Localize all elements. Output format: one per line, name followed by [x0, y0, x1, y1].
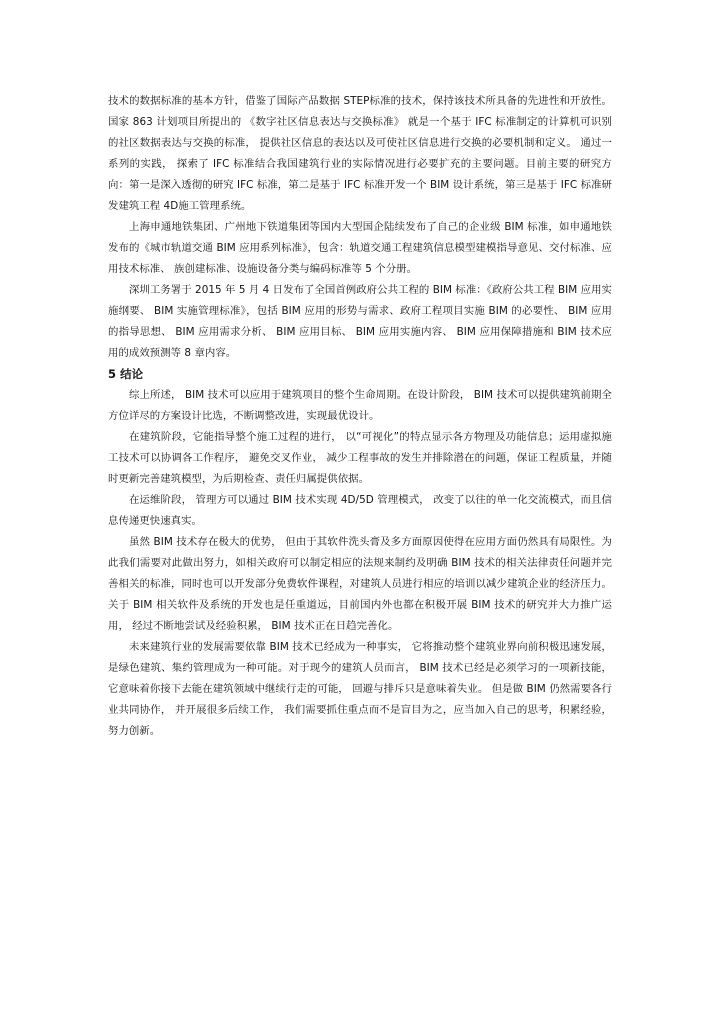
- paragraph-shenzhen-works: 深圳工务署于 2015 年 5 月 4 日发布了全国首例政府公共工程的 BIM 标准：《政府公共工程 BIM 应用实施纲要、 BIM 实施管理标准》，包括 BIM 应用的形势与需求、政府工程项目实施 BIM 的必要性、 BIM 应用的指导思想、 BIM 应用需求分析、 BIM 应用目标、 BIM 应用实施内容、 BIM 应用保障措施和 BIM 技术应用的成效预测等 8 章内容。: [108, 284, 612, 359]
- paragraph-conclusion-construction: 在建筑阶段，它能指导整个施工过程的进行， 以“可视化”的特点显示各方物理及功能信息；运用虚拟施工技术可以协调各工作程序， 避免交叉作业， 减少工程事故的发生并排除潜在的问题，保证工程质量，并随时更新完善建筑模型，为后期检查、责任归属提供依据。: [108, 431, 612, 485]
- document-body: [108, 91, 612, 742]
- paragraph-conclusion-limitations: 虽然 BIM 技术存在极大的优势， 但由于其软件洗头膏及多方面原因使得在应用方面仍然具有局限性。为此我们需要对此做出努力，如相关政府可以制定相应的法规来制约及明确 BIM 技术的相关法律责任问题并完善相关的标准，同时也可以开发部分免费软件课程，对建筑人员进行相应的培训以减少建筑企业的经济压力。 关于 BIM 相关软件及系统的开发也是任重道远，目前国内外也都在积极开展 BIM 技术的研究并大力推广运用， 经过不断地尝试及经验积累， BIM 技术正在日趋完善化。: [108, 536, 612, 632]
- paragraph-shanghai-metro: 上海申通地铁集团、广州地下铁道集团等国内大型国企陆续发布了自己的企业级 BIM 标准，如申通地铁发布的《城市轨道交通 BIM 应用系列标准》，包含：轨道交通工程建筑信息模型建模指导意见、交付标准、应用技术标准、 族创建标准、设施设备分类与编码标准等 5 个分册。: [108, 221, 612, 275]
- paragraph-conclusion-future: 未来建筑行业的发展需要依靠 BIM 技术已经成为一种事实， 它将推动整个建筑业界向前积极迅速发展，是绿色建筑、集约管理成为一种可能。对于现今的建筑人员而言， BIM 技术已经是必须学习的一项新技能， 它意味着你接下去能在建筑领域中继续行走的可能， 回避与排斥只是意味着失业。 但是做 BIM 仍然需要各行业共同协作， 并开展很多后续工作， 我们需要抓住重点而不是盲目为之，应当加入自己的思考，积累经验，努力创新。: [108, 641, 612, 737]
- paragraph-ifc-standards: 技术的数据标准的基本方针，借鉴了国际产品数据 STEP标准的技术，保持该技术所具备的先进性和开放性。 国家 863 计划项目所提出的 《数字社区信息表达与交换标准》 就是一个基于 IFC 标准制定的计算机可识别的社区数据表达与交换的标准， 提供社区信息的表达以及可使社区信息进行交换的必要机制和定义。 通过一系列的实践， 探索了 IFC 标准结合我国建筑行业的实际情况进行必要扩充的主要问题。目前主要的研究方向：第一是深入透彻的研究 IFC 标准，第二是基于 IFC 标准开发一个 BIM 设计系统，第三是基于 IFC 标准研发建筑工程 4D施工管理系统。: [108, 95, 612, 212]
- section-heading-conclusion: 5 结论: [108, 367, 144, 381]
- paragraph-conclusion-operation: 在运维阶段， 管理方可以通过 BIM 技术实现 4D/5D 管理模式， 改变了以往的单一化交流模式，而且信息传递更快速真实。: [108, 494, 612, 527]
- paragraph-conclusion-design: 综上所述， BIM 技术可以应用于建筑项目的整个生命周期。在设计阶段， BIM 技术可以提供建筑前期全方位详尽的方案设计比选，不断调整改进，实现最优设计。: [108, 389, 612, 422]
